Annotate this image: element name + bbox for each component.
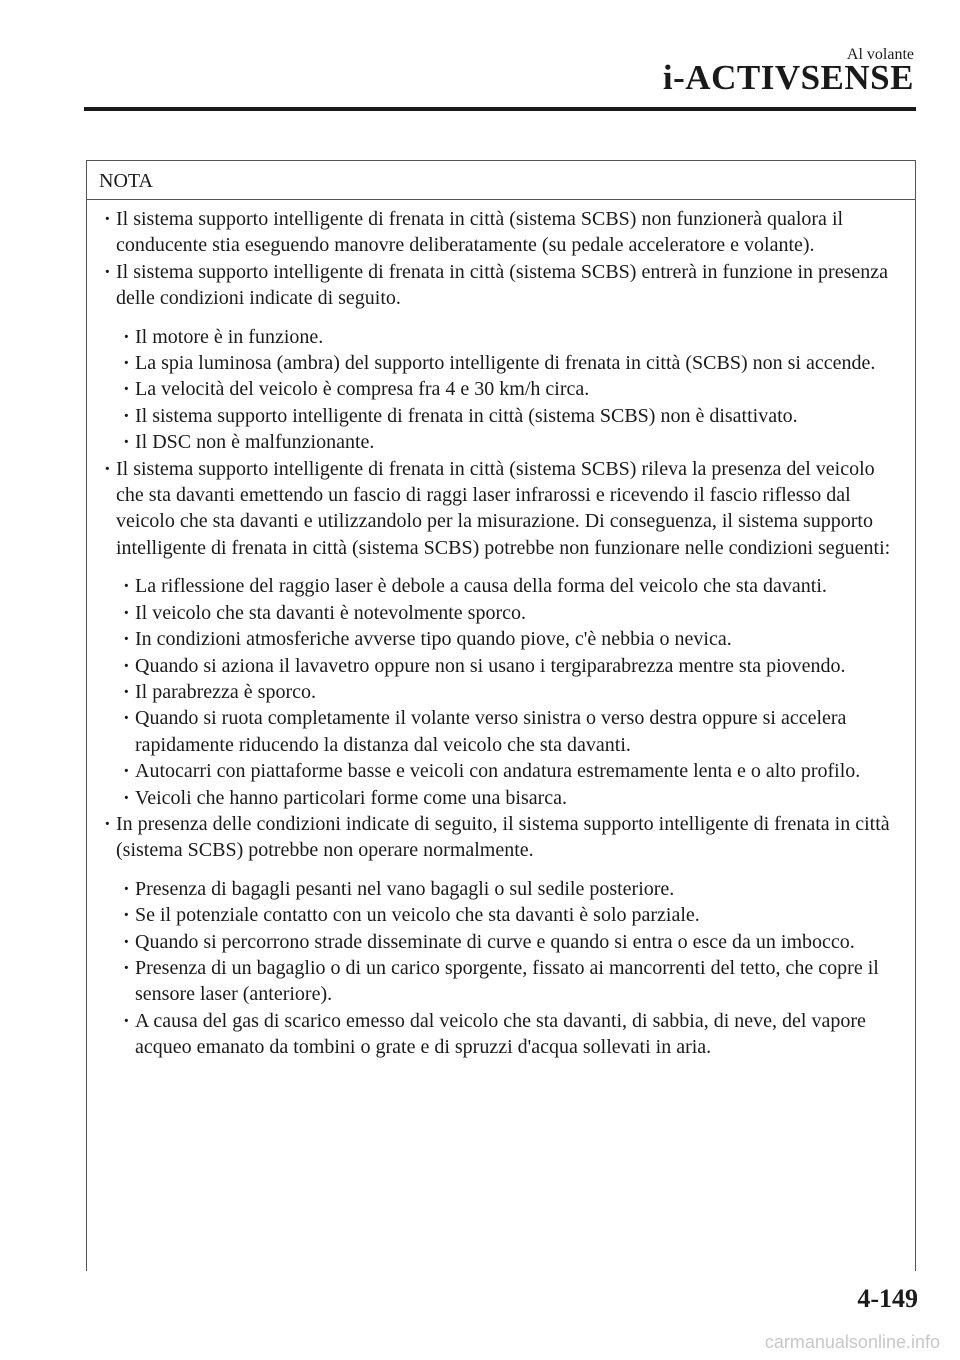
note-sub-bullet: · La velocità del veicolo è compresa fra 4 e 30 km/h circa. [87, 376, 905, 402]
note-sub-bullet: · La riflessione del raggio laser è debole a causa della forma del veicolo che sta davanti. [87, 573, 905, 599]
note-sub-bullet: · Se il potenziale contatto con un veicolo che sta davanti è solo parziale. [87, 902, 905, 928]
note-bullet: · Il sistema supporto intelligente di frenata in città (sistema SCBS) rileva la presenza del veicolo che sta davanti emettendo un fascio di raggi laser infrarossi e ricevendo il fascio riflesso dal veicolo che sta davanti e utilizzandolo per la misurazione. Di conseguenza, il sistema supporto intelligente di frenata in città (sistema SCBS) potrebbe non funzionare nelle condizioni seguenti: [87, 456, 905, 562]
note-sub-bullet: · Veicoli che hanno particolari forme come una bisarca. [87, 785, 905, 811]
note-sub-bullet: · Quando si ruota completamente il volante verso sinistra o verso destra oppure si accelera rapidamente riducendo la distanza dal veicolo che sta davanti. [87, 705, 905, 758]
note-sub-bullet: · Quando si aziona il lavavetro oppure non si usano i tergiparabrezza mentre sta piovendo. [87, 653, 905, 679]
header-divider [84, 107, 916, 111]
section-label: Al volante [846, 46, 914, 63]
page-title: i-ACTIVSENSE [662, 58, 914, 97]
watermark: carmanualsonline.info [764, 1332, 940, 1352]
note-body [87, 200, 915, 1061]
note-sub-bullet: · La spia luminosa (ambra) del supporto intelligente di frenata in città (SCBS) non si accende. [87, 350, 905, 376]
note-box [86, 160, 916, 1271]
note-sub-bullet: · Il motore è in funzione. [87, 324, 905, 350]
note-sub-bullet: · Il parabrezza è sporco. [87, 679, 905, 705]
note-bullet: · Il sistema supporto intelligente di frenata in città (sistema SCBS) non funzionerà qualora il conducente stia eseguendo manovre deliberatamente (su pedale acceleratore e volante). [87, 206, 905, 259]
note-bullet: · In presenza delle condizioni indicate di seguito, il sistema supporto intelligente di frenata in città (sistema SCBS) potrebbe non operare normalmente. [87, 811, 905, 864]
note-sub-bullet: · A causa del gas di scarico emesso dal veicolo che sta davanti, di sabbia, di neve, del vapore acqueo emanato da tombini o grate e di spruzzi d'acqua sollevati in aria. [87, 1008, 905, 1061]
page-number: 4-149 [857, 1284, 918, 1313]
note-sub-bullet: · Il DSC non è malfunzionante. [87, 429, 905, 455]
note-sub-bullet: · Presenza di un bagaglio o di un carico sporgente, fissato ai mancorrenti del tetto, che copre il sensore laser (anteriore). [87, 955, 905, 1008]
note-sub-bullet: · Il veicolo che sta davanti è notevolmente sporco. [87, 600, 905, 626]
note-heading: NOTA [87, 161, 915, 200]
note-sub-bullet: · Quando si percorrono strade disseminate di curve e quando si entra o esce da un imbocco. [87, 929, 905, 955]
note-sub-bullet: · In condizioni atmosferiche avverse tipo quando piove, c'è nebbia o nevica. [87, 626, 905, 652]
note-sub-bullet: · Autocarri con piattaforme basse e veicoli con andatura estremamente lenta e o alto profilo. [87, 758, 905, 784]
note-sub-bullet: · Il sistema supporto intelligente di frenata in città (sistema SCBS) non è disattivato. [87, 403, 905, 429]
note-bullet: · Il sistema supporto intelligente di frenata in città (sistema SCBS) entrerà in funzione in presenza delle condizioni indicate di seguito. [87, 259, 905, 312]
note-sub-bullet: · Presenza di bagagli pesanti nel vano bagagli o sul sedile posteriore. [87, 876, 905, 902]
